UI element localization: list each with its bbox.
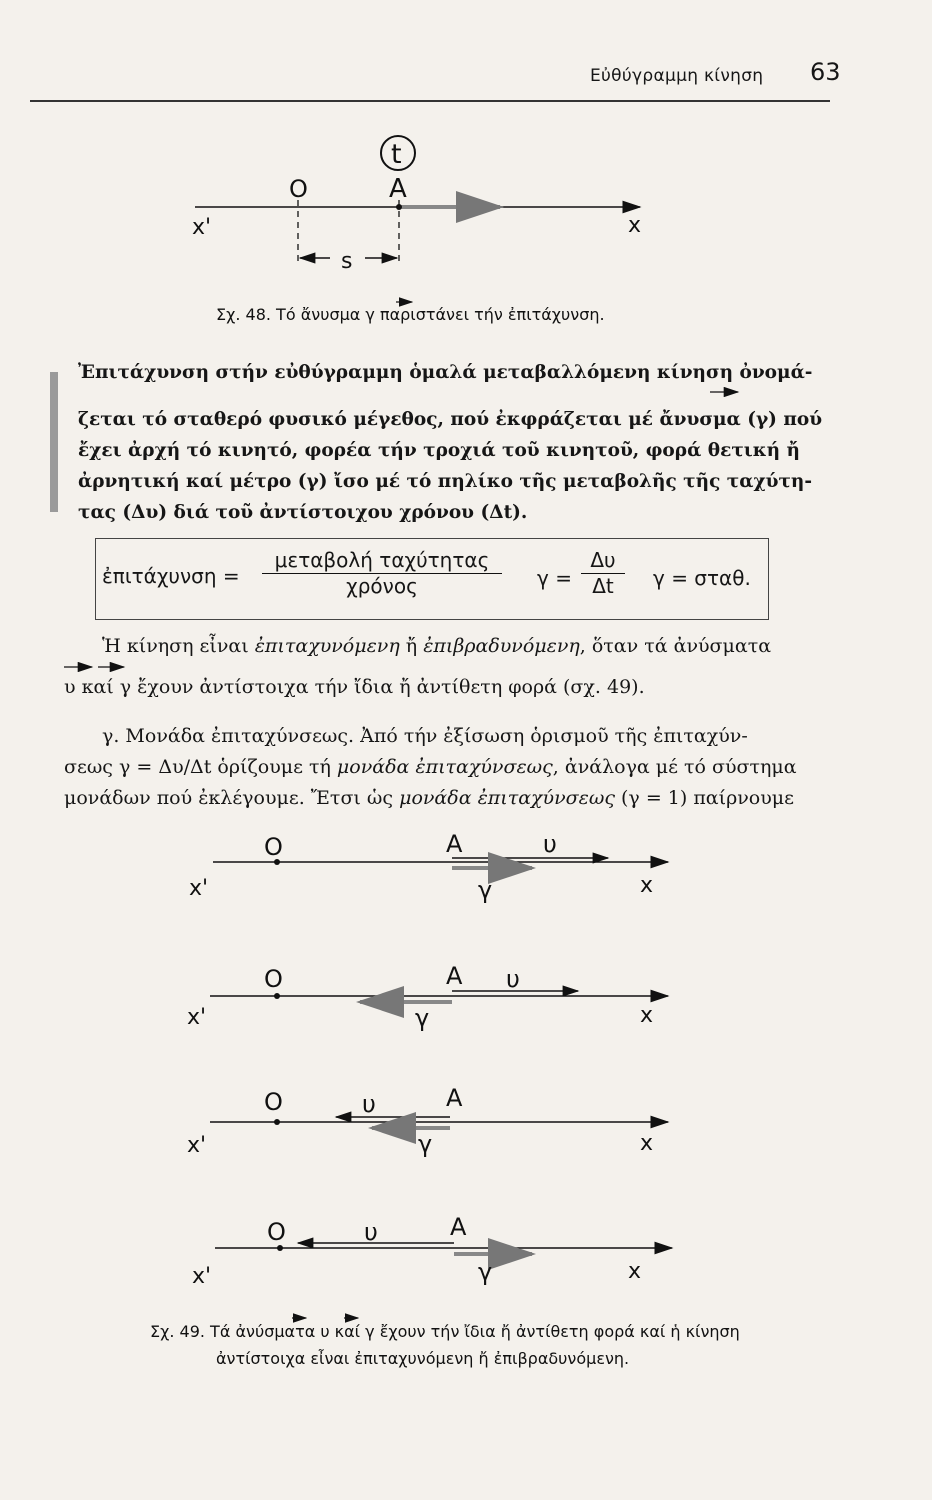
fig49-origin-dot bbox=[274, 1119, 280, 1125]
fig49-label: x bbox=[628, 1259, 642, 1284]
fig49-label: O bbox=[267, 1218, 286, 1246]
fig49-label: γ bbox=[478, 876, 493, 904]
body-p1-c: ἤ bbox=[399, 635, 424, 657]
fig49-label: A bbox=[446, 830, 463, 858]
formula-gamma-eq: γ = bbox=[537, 566, 572, 590]
fig49-label: x' bbox=[187, 1133, 207, 1158]
definition-line-5: τας (Δυ) διά τοῦ ἀντίστοιχου χρόνου (Δt). bbox=[78, 502, 528, 523]
body-line-3: γ. Μονάδα ἐπιταχύνσεως. Ἀπό τήν ἐξίσωση ὁρισμοῦ τῆς ἐπιταχύν- bbox=[102, 725, 748, 747]
fig49-label: O bbox=[264, 1088, 283, 1116]
definition-line-4: ἀρνητική καί μέτρο (γ) ἴσο μέ τό πηλίκο τῆς μεταβολῆς τῆς ταχύτη- bbox=[78, 471, 813, 492]
fig49-caption-line-1: Σχ. 49. Τά ἀνύσματα υ καί γ ἔχουν τήν ἴδια ἤ ἀντίθετη φορά καί ἡ κίνηση bbox=[150, 1322, 740, 1341]
fig48-label-xprime: x' bbox=[192, 215, 212, 240]
definition-line-1: Ἐπιτάχυνση στήν εὐθύγραμμη ὁμαλά μεταβαλλόμενη κίνηση ὀνομά- bbox=[78, 362, 813, 383]
fig49-row-1 bbox=[189, 830, 668, 904]
formula-numerator: μεταβολή ταχύτητας bbox=[262, 548, 502, 574]
definition-line-2: ζεται τό σταθερό φυσικό μέγεθος, πού ἐκφράζεται μέ ἄνυσμα (γ) πού bbox=[78, 409, 823, 430]
formula-const: γ = σταθ. bbox=[653, 566, 751, 590]
fig49-label: x bbox=[640, 873, 654, 898]
body-p5-b: μονάδα ἐπιταχύνσεως bbox=[399, 787, 615, 809]
fig49-label: O bbox=[264, 965, 283, 993]
fig48-label-point: A bbox=[389, 174, 407, 204]
fig48-label-distance: s bbox=[341, 249, 353, 274]
fig49-label: γ bbox=[478, 1258, 493, 1286]
fig49-row-2 bbox=[187, 962, 668, 1032]
formula-denominator: χρόνος bbox=[346, 574, 418, 598]
body-p4-c: , ἀνάλογα μέ τό σύστημα bbox=[552, 756, 797, 778]
body-line-2: υ καί γ ἔχουν ἀντίστοιχα τήν ἴδια ἤ ἀντίθετη φορά (σχ. 49). bbox=[64, 676, 645, 698]
formula-den2: Δt bbox=[592, 574, 614, 598]
fig49-label: γ bbox=[415, 1004, 430, 1032]
fig49-label: x bbox=[640, 1131, 654, 1156]
fig48-caption: Σχ. 48. Τό ἄνυσμα γ παριστάνει τήν ἐπιτάχυνση. bbox=[216, 305, 605, 324]
fig49-label: O bbox=[264, 833, 283, 861]
fig49-label: A bbox=[450, 1213, 467, 1241]
fig48-label-x: x bbox=[628, 213, 642, 238]
fig49-label: υ bbox=[364, 1218, 378, 1246]
fig49-label: A bbox=[446, 962, 463, 990]
definition-line-3: ἔχει ἀρχή τό κινητό, φορέα τήν τροχιά τοῦ κινητοῦ, φορά θετική ἤ bbox=[78, 440, 800, 461]
fig49-origin-dot bbox=[274, 993, 280, 999]
body-p4-a: σεως γ = Δυ/Δt ὁρίζουμε τή bbox=[64, 756, 337, 778]
fig49-label: x' bbox=[187, 1005, 207, 1030]
fig49-label: γ bbox=[418, 1130, 433, 1158]
fig49-caption-line-2: ἀντίστοιχα εἶναι ἐπιταχυνόμενη ἤ ἐπιβραδυνόμενη. bbox=[216, 1349, 630, 1368]
page-number: 63 bbox=[810, 58, 841, 86]
body-p5-a: μονάδων πού ἐκλέγουμε. Ἔτσι ὡς bbox=[64, 787, 400, 809]
fig48-label-origin: O bbox=[289, 175, 308, 203]
fig49-row-3 bbox=[187, 1084, 668, 1158]
body-p1-d: ἐπιβραδυνόμενη bbox=[423, 635, 580, 657]
body-p4-b: μονάδα ἐπιταχύνσεως bbox=[336, 756, 553, 778]
fig49-row-4 bbox=[192, 1213, 672, 1289]
formula-num2: Δυ bbox=[581, 548, 625, 574]
fig49-label: υ bbox=[543, 830, 557, 858]
running-header-title: Εὐθύγραμμη κίνηση bbox=[590, 66, 764, 86]
fig49-label: υ bbox=[506, 965, 520, 993]
fig49-label: x' bbox=[192, 1264, 212, 1289]
fig49-label: x bbox=[640, 1003, 654, 1028]
fig49-label: υ bbox=[362, 1090, 376, 1118]
formula-lhs: ἐπιτάχυνση = bbox=[102, 564, 240, 588]
fig48-label-time: t bbox=[391, 139, 402, 170]
body-p1-e: , ὅταν τά ἀνύσματα bbox=[579, 635, 772, 657]
fig49-label: x' bbox=[189, 876, 209, 901]
body-p1-a: Ἡ κίνηση εἶναι bbox=[102, 635, 255, 657]
body-p1-b: ἐπιταχυνόμενη bbox=[254, 635, 400, 657]
body-p5-c: (γ = 1) παίρνουμε bbox=[614, 787, 794, 809]
fig49-label: A bbox=[446, 1084, 463, 1112]
